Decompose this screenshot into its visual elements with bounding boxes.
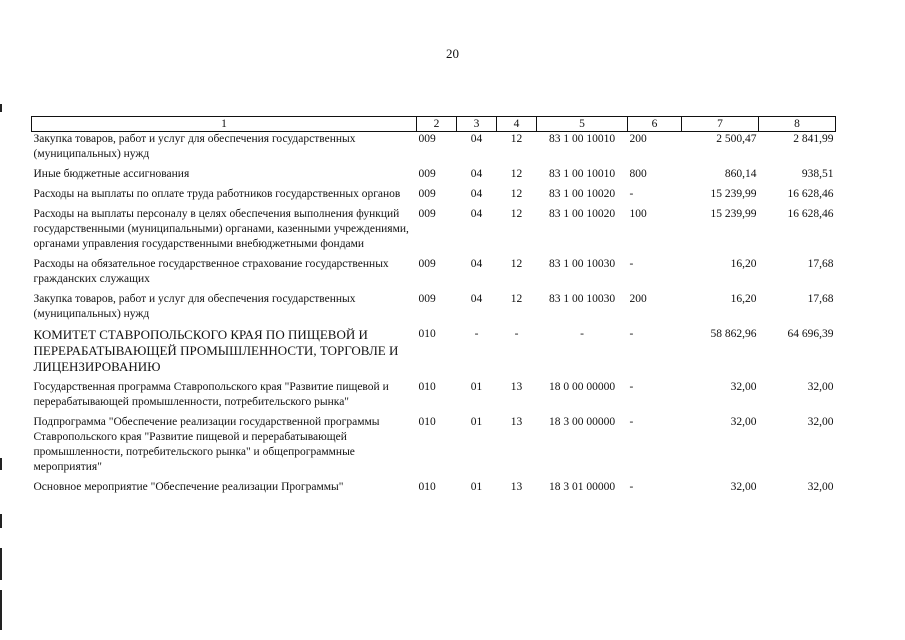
amount-col7: 15 239,99 <box>710 188 757 200</box>
ministry-code: 009 <box>418 133 436 145</box>
subsection-code: 13 <box>510 381 523 393</box>
margin-mark <box>0 590 2 630</box>
section-code: 04 <box>470 208 483 220</box>
amount-col8: 2 841,99 <box>793 133 834 145</box>
expense-type-code: - <box>629 328 634 340</box>
target-article-code: 83 1 00 10010 <box>548 168 616 180</box>
amount-col8: 938,51 <box>801 168 834 180</box>
section-code: 04 <box>470 188 483 200</box>
amount-col7: 16,20 <box>730 258 757 270</box>
amount-col7: 860,14 <box>724 168 757 180</box>
ministry-code: 009 <box>418 168 436 180</box>
table-row <box>32 327 836 380</box>
row-name: Закупка товаров, работ и услуг для обеспечения государственных (муниципальных) нужд <box>33 133 356 160</box>
table-header-row <box>32 117 836 132</box>
table-row <box>32 415 836 480</box>
row-name: Иные бюджетные ассигнования <box>33 168 190 180</box>
expense-type-code: 200 <box>629 293 647 305</box>
target-article-code: - <box>580 328 584 340</box>
target-article-code: 18 3 01 00000 <box>548 481 616 493</box>
expense-type-code: - <box>629 381 634 393</box>
table-row <box>32 380 836 415</box>
table-row <box>32 292 836 327</box>
row-name: Государственная программа Ставропольского края "Развитие пищевой и перерабатывающей промышленности, потребительского рынка" <box>33 381 389 408</box>
amount-col8: 32,00 <box>807 416 834 428</box>
section-code: 04 <box>470 293 483 305</box>
amount-col7: 32,00 <box>730 481 757 493</box>
section-code: 04 <box>470 258 483 270</box>
budget-table <box>31 116 836 500</box>
expense-type-code: - <box>629 481 634 493</box>
amount-col8: 32,00 <box>807 481 834 493</box>
amount-col8: 17,68 <box>807 258 834 270</box>
target-article-code: 83 1 00 10020 <box>548 188 616 200</box>
row-name: Расходы на выплаты персоналу в целях обеспечения выполнения функций государственными (муниципальными) органами, казенными учреждениями, органами управления государственными внебюджетными фондами <box>33 208 409 250</box>
amount-col7: 16,20 <box>730 293 757 305</box>
table-row <box>32 167 836 187</box>
section-code: 04 <box>470 133 483 145</box>
margin-mark <box>0 514 2 528</box>
amount-col8: 16 628,46 <box>787 208 834 220</box>
ministry-code: 010 <box>418 416 436 428</box>
column-header: 3 <box>457 117 497 132</box>
expense-type-code: - <box>629 258 634 270</box>
amount-col8: 16 628,46 <box>787 188 834 200</box>
amount-col8: 17,68 <box>807 293 834 305</box>
expense-type-code: 800 <box>629 168 647 180</box>
table-row <box>32 207 836 257</box>
column-header: 8 <box>759 117 836 132</box>
amount-col7: 58 862,96 <box>710 328 757 340</box>
section-code: - <box>474 328 479 340</box>
target-article-code: 18 0 00 00000 <box>548 381 616 393</box>
column-header: 6 <box>628 117 682 132</box>
subsection-code: 12 <box>510 258 523 270</box>
row-name: Подпрограмма "Обеспечение реализации государственной программы Ставропольского края "Развитие пищевой и перерабатывающей промышленности, потребительского рынка" и общепрограммные мероприятия" <box>33 416 380 473</box>
row-name: Расходы на выплаты по оплате труда работников государственных органов <box>33 188 401 200</box>
subsection-code: 12 <box>510 188 523 200</box>
amount-col7: 2 500,47 <box>716 133 757 145</box>
amount-col7: 32,00 <box>730 416 757 428</box>
section-code: 01 <box>470 481 483 493</box>
ministry-code: 009 <box>418 293 436 305</box>
target-article-code: 83 1 00 10020 <box>548 208 616 220</box>
column-header: 2 <box>417 117 457 132</box>
ministry-code: 010 <box>418 381 436 393</box>
ministry-code: 009 <box>418 258 436 270</box>
table-row <box>32 257 836 292</box>
target-article-code: 18 3 00 00000 <box>548 416 616 428</box>
target-article-code: 83 1 00 10030 <box>548 258 616 270</box>
column-header: 1 <box>32 117 417 132</box>
ministry-code: 009 <box>418 188 436 200</box>
subsection-code: 13 <box>510 481 523 493</box>
subsection-code: 12 <box>510 293 523 305</box>
amount-col7: 32,00 <box>730 381 757 393</box>
subsection-code: 13 <box>510 416 523 428</box>
expense-type-code: - <box>629 416 634 428</box>
page-number: 20 <box>446 46 459 61</box>
target-article-code: 83 1 00 10030 <box>548 293 616 305</box>
section-code: 01 <box>470 381 483 393</box>
ministry-code: 010 <box>418 481 436 493</box>
amount-col7: 15 239,99 <box>710 208 757 220</box>
ministry-code: 009 <box>418 208 436 220</box>
expense-type-code: 100 <box>629 208 647 220</box>
row-name: Основное мероприятие "Обеспечение реализации Программы" <box>33 481 344 493</box>
table-row <box>32 187 836 207</box>
amount-col8: 32,00 <box>807 381 834 393</box>
subsection-code: 12 <box>510 133 523 145</box>
margin-mark <box>0 104 2 112</box>
ministry-code: 010 <box>418 328 436 340</box>
target-article-code: 83 1 00 10010 <box>548 133 616 145</box>
section-code: 01 <box>470 416 483 428</box>
amount-col8: 64 696,39 <box>787 328 834 340</box>
row-name: КОМИТЕТ СТАВРОПОЛЬСКОГО КРАЯ ПО ПИЩЕВОЙ И ПЕРЕРАБАТЫВАЮЩЕЙ ПРОМЫШЛЕННОСТИ, ТОРГОВЛЕ И ЛИЦЕНЗИРОВАНИЮ <box>33 327 399 374</box>
margin-mark <box>0 458 2 470</box>
row-name: Расходы на обязательное государственное страхование государственных гражданских служащих <box>33 258 389 285</box>
subsection-code: 12 <box>510 208 523 220</box>
expense-type-code: 200 <box>629 133 647 145</box>
expense-type-code: - <box>629 188 634 200</box>
table-row <box>32 480 836 500</box>
table-row <box>32 132 836 168</box>
row-name: Закупка товаров, работ и услуг для обеспечения государственных (муниципальных) нужд <box>33 293 356 320</box>
subsection-code: - <box>514 328 519 340</box>
subsection-code: 12 <box>510 168 523 180</box>
column-header: 7 <box>682 117 759 132</box>
column-header: 5 <box>537 117 628 132</box>
section-code: 04 <box>470 168 483 180</box>
margin-mark <box>0 548 2 580</box>
column-header: 4 <box>497 117 537 132</box>
